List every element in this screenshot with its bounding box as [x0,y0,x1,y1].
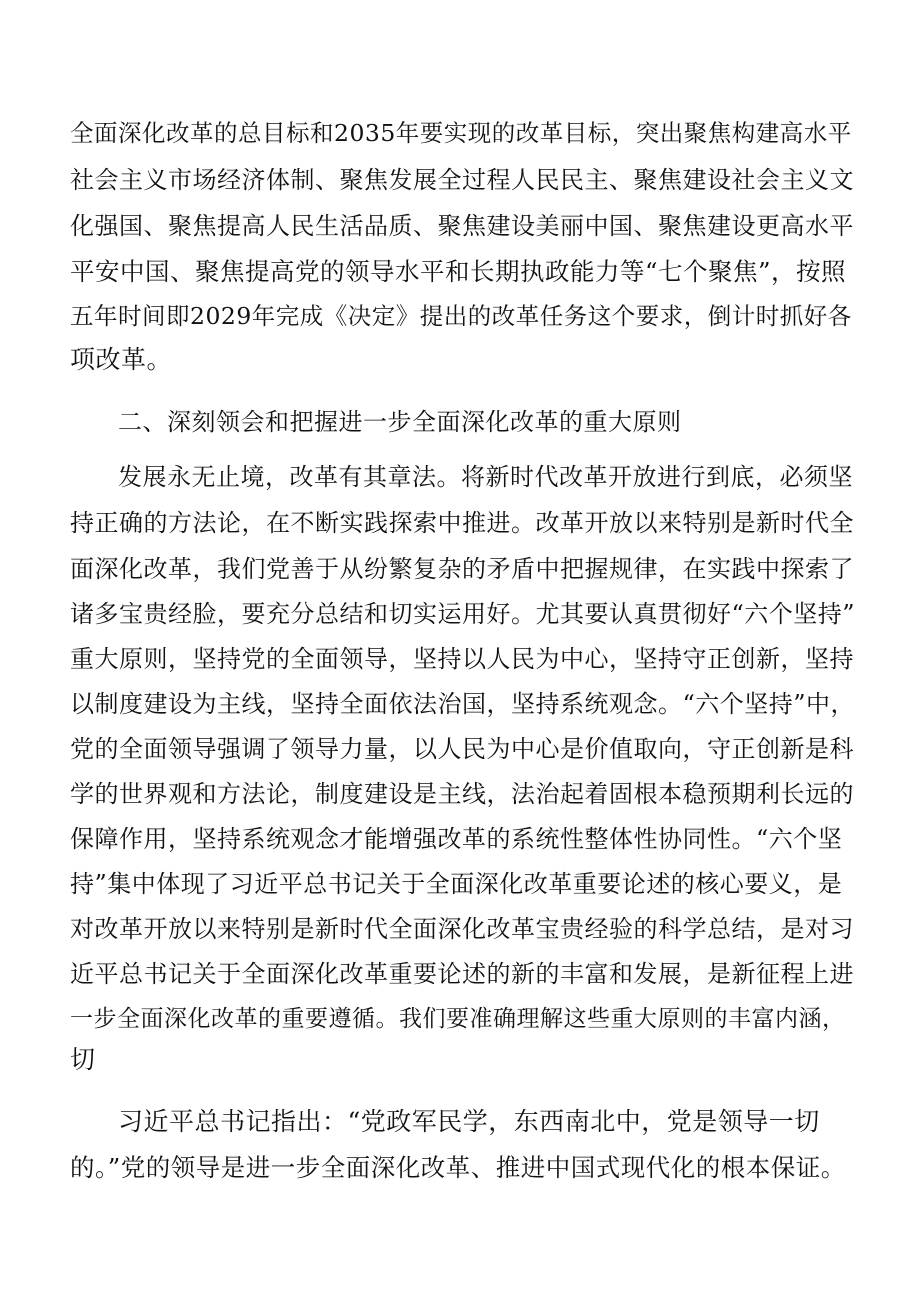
text-line: 项改革。 [70,345,173,374]
text-line: 切 [70,1045,96,1074]
text-line: 党的全面领导强调了领导力量，以人民为中心是价值取向，守正创新是科 [70,735,854,763]
text-line: 社会主义市场经济体制、聚焦发展全过程人民民主、聚焦建设社会主义文 [70,166,854,194]
text-line: 的。”党的领导是进一步全面深化改革、推进中国式现代化的根本保证。 [70,1153,846,1182]
text-line: 对改革开放以来特别是新时代全面深化改革宝贵经验的科学总结，是对习 [70,915,854,943]
text-line: 持正确的方法论，在不断实践探索中推进。改革开放以来特别是新时代全 [70,509,854,537]
text-line: 平安中国、聚焦提高党的领导水平和长期执政能力等“七个聚焦”，按照 [70,257,847,286]
text-line: 习近平总书记指出：“党政军民学，东西南北中，党是领导一切 [118,1107,820,1136]
text-line: 以制度建设为主线，坚持全面依法治国，坚持系统观念。“六个坚持”中， [70,690,856,718]
text-line: 五年时间即2029年完成《决定》提出的改革任务这个要求，倒计时抓好各 [70,302,852,330]
text-line: 全面深化改革的总目标和2035年要实现的改革目标，突出聚焦构建高水平 [70,119,852,147]
text-line: 一步全面深化改革的重要遵循。我们要准确理解这些重大原则的丰富内涵， [70,1006,846,1032]
text-line: 近平总书记关于全面深化改革重要论述的新的丰富和发展，是新征程上进 [70,960,854,988]
section-heading: 二、深刻领会和把握进一步全面深化改革的重大原则 [118,408,682,436]
text-line: 诸多宝贵经脸，要充分总结和切实运用好。尤其要认真贯彻好“六个坚持” [70,600,856,628]
text-line: 面深化改革，我们党善于从纷繁复杂的矛盾中把握规律，在实践中探索了 [70,555,854,583]
text-line: 重大原则，坚持党的全面领导，坚持以人民为中心，坚持守正创新，坚持 [70,645,854,673]
text-line: 发展永无止境，改革有其章法。将新时代改革开放进行到底，必须坚 [118,463,853,491]
text-line: 化强国、聚焦提高人民生活品质、聚焦建设美丽中国、聚焦建设更高水平 [70,212,854,240]
text-line: 持”集中体现了习近平总书记关于全面深化改革重要论述的核心要义，是 [70,870,843,898]
text-line: 学的世界观和方法论，制度建设是主线，法治起着固根本稳预期利长远的 [70,780,854,808]
text-line: 保障作用，坚持系统观念才能增强改革的系统性整体性协同性。“六个坚 [70,825,843,853]
